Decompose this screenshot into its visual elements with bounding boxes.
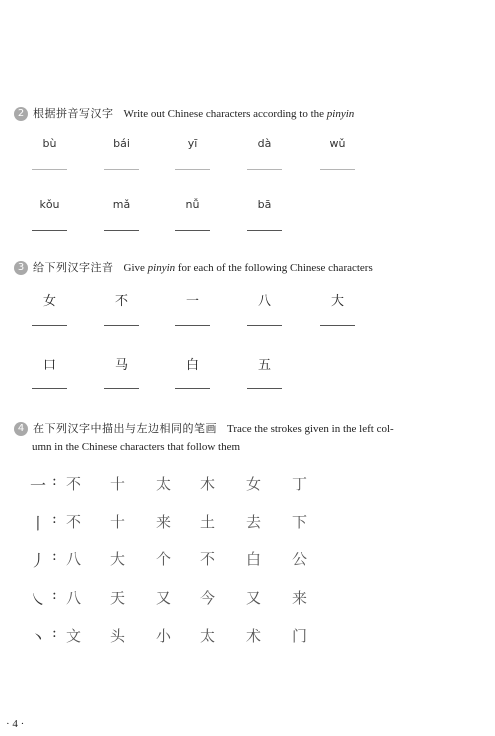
answer-blank[interactable] <box>320 325 355 326</box>
answer-blank[interactable] <box>104 388 139 389</box>
stroke-row <box>30 473 330 495</box>
colon-separator: : <box>52 548 57 564</box>
stroke-row <box>30 548 330 570</box>
answer-blank[interactable] <box>175 388 210 389</box>
trace-character[interactable]: 公 <box>292 550 308 568</box>
answer-blank[interactable] <box>175 325 210 326</box>
hanzi-cell: 马 <box>114 358 128 373</box>
section-3-title-zh: 给下列汉字注音 <box>33 261 114 274</box>
stroke-label: 丿 <box>30 551 47 570</box>
answer-blank[interactable] <box>104 169 139 170</box>
trace-character[interactable]: 太 <box>200 627 216 645</box>
trace-character[interactable]: 来 <box>292 589 308 607</box>
trace-character[interactable]: 土 <box>200 513 216 531</box>
trace-character[interactable]: 来 <box>156 513 172 531</box>
trace-character[interactable]: 不 <box>66 513 82 531</box>
pinyin-cell: bā <box>257 198 272 211</box>
trace-character[interactable]: 十 <box>110 475 126 493</box>
trace-character[interactable]: 去 <box>246 513 262 531</box>
trace-character[interactable]: 又 <box>246 589 262 607</box>
stroke-label: ㇏ <box>30 590 47 609</box>
trace-character[interactable]: 小 <box>156 627 172 645</box>
pinyin-cell: kǒu <box>39 198 60 211</box>
hanzi-cell: 白 <box>185 358 199 373</box>
stroke-row <box>30 511 330 533</box>
stroke-label: 丨 <box>30 514 47 533</box>
section-4-title-zh: 在下列汉字中描出与左边相同的笔画 <box>33 422 217 435</box>
section-4-heading <box>14 420 434 456</box>
section-number-3: 3 <box>14 261 28 275</box>
trace-character[interactable]: 木 <box>200 475 216 493</box>
trace-character[interactable]: 文 <box>66 627 82 645</box>
stroke-row <box>30 625 330 647</box>
section-4-title-en-line1: Trace the strokes given in the left col- <box>227 423 394 435</box>
hanzi-cell: 一 <box>185 294 199 309</box>
trace-character[interactable]: 下 <box>292 513 308 531</box>
section-2-heading <box>14 106 354 122</box>
answer-blank[interactable] <box>247 388 282 389</box>
trace-character[interactable]: 白 <box>246 550 262 568</box>
colon-separator: : <box>52 473 57 489</box>
pinyin-cell: yī <box>187 137 198 150</box>
answer-blank[interactable] <box>175 169 210 170</box>
pinyin-cell: bái <box>113 137 130 150</box>
section-3-title-en: Give pinyin for each of the following Chinese characters <box>123 262 373 274</box>
trace-character[interactable]: 丁 <box>292 475 308 493</box>
trace-character[interactable]: 十 <box>110 513 126 531</box>
answer-blank[interactable] <box>320 169 355 170</box>
pinyin-cell: wǔ <box>329 137 346 150</box>
stroke-label: 丶 <box>30 628 47 647</box>
hanzi-cell: 五 <box>257 358 271 373</box>
answer-blank[interactable] <box>32 325 67 326</box>
page-number: · 4 · <box>6 718 25 730</box>
hanzi-cell: 大 <box>330 294 344 309</box>
answer-blank[interactable] <box>247 325 282 326</box>
pinyin-cell: mǎ <box>112 198 131 211</box>
answer-blank[interactable] <box>247 230 282 231</box>
hanzi-cell: 八 <box>257 294 271 309</box>
trace-character[interactable]: 八 <box>66 550 82 568</box>
section-number-2: 2 <box>14 107 28 121</box>
trace-character[interactable]: 不 <box>66 475 82 493</box>
answer-blank[interactable] <box>247 169 282 170</box>
answer-blank[interactable] <box>32 230 67 231</box>
section-3-heading <box>14 260 373 276</box>
colon-separator: : <box>52 625 57 641</box>
answer-blank[interactable] <box>32 169 67 170</box>
stroke-row <box>30 587 330 609</box>
section-2-title-zh: 根据拼音写汉字 <box>33 107 114 120</box>
trace-character[interactable]: 头 <box>110 627 126 645</box>
section-number-4: 4 <box>14 422 28 436</box>
trace-character[interactable]: 不 <box>200 550 216 568</box>
trace-character[interactable]: 个 <box>156 550 172 568</box>
pinyin-cell: nǚ <box>185 198 200 211</box>
colon-separator: : <box>52 587 57 603</box>
trace-character[interactable]: 今 <box>200 589 216 607</box>
trace-character[interactable]: 女 <box>246 475 262 493</box>
section-2-title-en: Write out Chinese characters according to the pinyin <box>123 108 355 120</box>
section-4-title-en-line2: umn in the Chinese characters that follow them <box>32 441 241 453</box>
hanzi-cell: 女 <box>42 294 56 309</box>
answer-blank[interactable] <box>104 230 139 231</box>
hanzi-cell: 口 <box>42 358 56 373</box>
trace-character[interactable]: 天 <box>110 589 126 607</box>
stroke-label: 一 <box>30 476 47 495</box>
colon-separator: : <box>52 511 57 527</box>
hanzi-cell: 不 <box>114 294 128 309</box>
pinyin-cell: bù <box>42 137 57 150</box>
answer-blank[interactable] <box>32 388 67 389</box>
trace-character[interactable]: 门 <box>292 627 308 645</box>
trace-character[interactable]: 大 <box>110 550 126 568</box>
trace-character[interactable]: 八 <box>66 589 82 607</box>
pinyin-cell: dà <box>257 137 272 150</box>
answer-blank[interactable] <box>175 230 210 231</box>
answer-blank[interactable] <box>104 325 139 326</box>
trace-character[interactable]: 又 <box>156 589 172 607</box>
trace-character[interactable]: 太 <box>156 475 172 493</box>
trace-character[interactable]: 术 <box>246 627 262 645</box>
